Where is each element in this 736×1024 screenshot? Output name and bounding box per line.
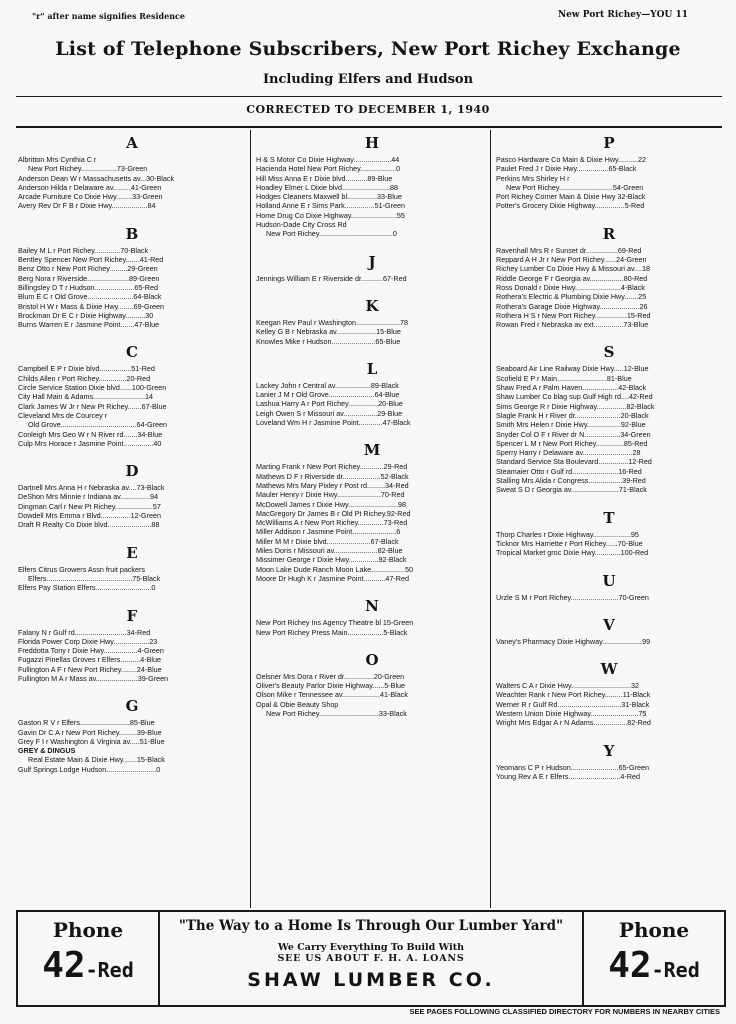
directory-column-3	[496, 132, 722, 908]
letter-section	[496, 572, 722, 602]
subscriber-entry: Opal & Obie Beauty Shop	[256, 699, 339, 709]
subscriber-entry: Bristol H W r Mass & Dixie Hwy........69-Green	[18, 301, 165, 311]
page-subtitle: Including Elfers and Hudson	[262, 72, 474, 87]
subscriber-entry: Falany N r Gulf rd..........................34-Red	[18, 627, 151, 637]
letter-section	[18, 225, 246, 330]
section-letter: W	[600, 660, 618, 679]
subscriber-entry: Jennings William E r Riverside dr...........67-Red	[256, 273, 407, 283]
subscriber-entry: Kelley G B r Nebraska av....................15-Blue	[256, 327, 401, 337]
section-letter: N	[365, 597, 379, 616]
subscriber-entry: Campbell E P r Dixie blvd................51-Red	[18, 364, 155, 374]
subscriber-entry: Snyder Col O F r River dr N..................34-Green	[496, 429, 651, 439]
subscriber-entry: Potter's Grocery Dixie Highway...............5-Red	[496, 201, 645, 211]
subscriber-entry: Missimer George r Dixie Hwy...............92-Black	[256, 555, 407, 565]
subscriber-entry: Lanier J M r Old Grove.......................64-Blue	[256, 390, 400, 400]
subscriber-entry: Bailey M L r Port Richey.............70-Black	[18, 245, 149, 255]
letter-section	[18, 607, 246, 684]
subscriber-entry: Miller Addison r Jasmine Point......................6	[256, 527, 401, 537]
subscriber-entry: Knowles Mike r Hudson......................65-Blue	[256, 336, 401, 346]
letter-section	[18, 343, 246, 448]
subscriber-entry: Riddle George F r Georgia av.................80-Red	[496, 273, 648, 283]
subscriber-entry: GREY & DINGUS	[18, 746, 76, 756]
subscriber-entry: Burns Warren E r Jasmine Point.......47-Blue	[18, 320, 160, 330]
subscriber-entry: Leigh Owen S r Missouri av.................29-Blue	[256, 408, 403, 418]
subscriber-entry: Albritton Mrs Cynthia C r	[18, 155, 97, 164]
page-header: New Port Richey—YOU 11	[557, 10, 688, 20]
subscriber-entry: Brockman Dr E C r Dixie Highway..........30	[18, 310, 154, 320]
subscriber-entry: Young Rev A E r Elfers..........................4-Red	[496, 771, 640, 781]
subscriber-entry: Spencer L M r New Port Richey..............85-Red	[496, 438, 648, 448]
subscriber-entry: Tropical Market groc Dixie Hwy.............100-Red	[496, 548, 649, 558]
subscriber-entry: Fullington M A r Mass av.....................39-Green	[18, 673, 169, 683]
subscriber-entry: Draft R Realty Co Dixie blvd......................88	[18, 520, 160, 530]
subscriber-entry: Smith Mrs Helen r Dixie Hwy.................92-Blue	[496, 420, 646, 430]
subscriber-entry: Scofield E P r Main.........................81-Blue	[496, 373, 632, 383]
ad-center	[160, 912, 582, 1005]
section-rule	[16, 126, 722, 128]
section-letter: L	[366, 359, 378, 378]
subscriber-entry: Reppard A H Jr r New Port Richey......24-Green	[496, 255, 647, 265]
subscriber-entry: MacGregory Dr James B r Old Pt Richey.92-Red	[256, 508, 411, 518]
subscriber-entry: Culp Mrs Horace r Jasmine Point...............40	[18, 438, 162, 448]
phone-label: Phone	[52, 918, 124, 942]
subscriber-entry: Dingman Carl r New Pt Richey...................57	[18, 501, 161, 511]
subscriber-entry: DeShon Mrs Minnie r Indiana av...............94	[18, 492, 159, 502]
section-letter: M	[363, 441, 381, 460]
subscriber-entry: Freddotta Tony r Dixie Hwy.................4-Green	[18, 646, 164, 656]
subscriber-entry: Pasco Hardware Co Main & Dixie Hwy..........22	[496, 155, 647, 164]
subscriber-entry: Stalling Mrs Alida r Congress.................39-Red	[496, 476, 646, 486]
subscriber-entry: New Port Richey..............................33-Black	[266, 708, 407, 718]
subscriber-entry: Keegan Rev Paul r Washington......................78	[256, 317, 408, 327]
subscriber-entry: Ticknor Mrs Harriette r Port Richey......70-Blue	[496, 538, 643, 548]
section-letter: K	[365, 296, 379, 315]
subscriber-entry: Port Richey Corner Main & Dixie Hwy 32-Black	[496, 192, 646, 202]
section-letter: B	[125, 224, 139, 243]
ad-line-2: SEE US ABOUT F. H. A. LOANS	[277, 953, 465, 964]
subscriber-entry: Hoadley Elmer L Dixie blvd........................88	[256, 182, 398, 192]
phone-label: Phone	[618, 918, 690, 942]
subscriber-entry: Real Estate Main & Dixie Hwy.......15-Black	[28, 755, 165, 765]
subscriber-entry: Avery Rev Dr F B r Dixie Hwy..................84	[18, 201, 156, 211]
subscriber-entry: Loveland Wm H r Jasmine Point............47-Black	[256, 418, 411, 428]
letter-section	[18, 462, 246, 529]
letter-section	[256, 297, 488, 346]
subscriber-entry: Oelsner Mrs Dora r River dr...............20-Green	[256, 671, 405, 681]
subscriber-entry: Mathews D F r Riverside dr...................52-Black	[256, 471, 409, 481]
subscriber-entry: Sims George R r Dixie Highway...............82-Black	[496, 401, 655, 411]
section-letter: C	[126, 343, 138, 362]
subscriber-entry: Fugazzi Pinellas Groves r Elfers..........4-Blue	[18, 655, 162, 665]
subscriber-entry: Western Union Dixie Highway........................75	[496, 708, 647, 718]
subscriber-entry: Hudson-Dade City Cross Rd	[256, 220, 347, 230]
subscriber-entry: Holland Anne E r Sims Park...............51-Green	[256, 201, 406, 211]
letter-section	[256, 360, 488, 427]
subscriber-entry: Moon Lake Dude Ranch Moon Lake.................50	[256, 564, 414, 574]
subscriber-entry: Olson Mike r Tennessee av...................41-Black	[256, 690, 408, 700]
phone-number: 42-Red	[608, 945, 700, 986]
section-letter: J	[368, 252, 376, 271]
subscriber-entry: Lashua Harry A r Port Richey...............20-Blue	[256, 399, 403, 409]
subscriber-entry: Werner R r Gulf Rd................................31-Black	[496, 699, 650, 709]
letter-section	[496, 509, 722, 558]
section-letter: T	[603, 508, 615, 527]
subscriber-entry: City Hall Main & Adams..........................14	[18, 392, 154, 402]
section-letter: A	[126, 134, 138, 152]
subscriber-entry: Mathews Mrs Mary Pixley r Post rd.........34-Red	[256, 480, 409, 490]
section-letter: E	[126, 543, 138, 562]
subscriber-entry: Wright Mrs Edgar A r N Adams.................82-Red	[496, 718, 651, 728]
subscriber-entry: Marting Frank r New Port Richey............29-Red	[256, 462, 408, 472]
subscriber-entry: Grey F I r Washington & Virginia av.....51-Blue	[18, 736, 165, 746]
section-letter: H	[364, 134, 380, 152]
subscriber-entry: Weachter Rank r New Port Richey.........11-Black	[496, 690, 651, 700]
section-letter: P	[603, 134, 615, 152]
subscriber-entry: Gaston R V r Elfers.........................85-Blue	[18, 718, 155, 728]
letter-section	[256, 441, 488, 583]
subscriber-entry: Hodges Cleaners Maxwell bl...............33-Blue	[256, 192, 402, 202]
subscriber-entry: Berg Nora r Riverside.....................89-Green	[18, 273, 160, 283]
subscriber-entry: Home Drug Co Dixie Highway.......................55	[256, 210, 405, 220]
subscriber-entry: Sweat S D r Georgia av........................71-Black	[496, 485, 647, 495]
subscriber-entry: Urzle S M r Port Richey........................70-Green	[496, 592, 649, 602]
subscriber-entry: Sperry Harry r Delaware av.........................28	[496, 448, 641, 458]
subscriber-entry: Elfers...........................................75-Black	[28, 573, 161, 583]
letter-section	[496, 225, 722, 330]
subscriber-entry: Perkins Mrs Shirley H r	[496, 173, 570, 183]
subscriber-entry: Mauler Henry r Dixie Hwy......................70-Red	[256, 490, 405, 500]
subscriber-entry: Benz Otto r New Port Richey.........29-Green	[18, 264, 158, 274]
directory-column-1	[18, 132, 246, 908]
subscriber-entry: Clark James W Jr r New Pt Richey.......67-Blue	[18, 401, 167, 411]
subscriber-entry: Elfers Pay Station Elfers............................0	[18, 583, 156, 593]
ad-company: SHAW LUMBER CO.	[247, 969, 495, 991]
page-title: List of Telephone Subscribers, New Port Richey Exchange	[55, 38, 681, 60]
subscriber-entry: Blum E C r Old Grove.......................64-Black	[18, 292, 162, 302]
subscriber-entry: Rowan Fred r Nebraska av ext...............73-Blue	[496, 320, 649, 330]
subscriber-entry: Ross Donald r Dixie Hwy.......................4-Black	[496, 282, 645, 292]
letter-section	[496, 134, 722, 211]
subscriber-entry: Miles Doris r Missouri av......................82-Blue	[256, 546, 403, 556]
subscriber-entry: Billingsley D T r Hudson....................65-Red	[18, 282, 158, 292]
section-letter: S	[603, 343, 615, 362]
ad-line-1: We Carry Everything To Build With	[277, 942, 465, 953]
letter-section	[256, 134, 488, 239]
letter-section	[18, 134, 246, 211]
subscriber-entry: Miller M M r Dixie blvd......................67-Black	[256, 536, 399, 546]
ad-phone-right	[582, 912, 724, 1005]
subscriber-entry: Rothera's Electric & Plumbing Dixie Hwy.......25	[496, 292, 647, 302]
letter-section	[18, 544, 246, 593]
subscriber-entry: McWilliams A r New Port Richey.............73-Red	[256, 518, 408, 528]
subscriber-entry: Rothera H S r New Port Richey................15-Red	[496, 310, 651, 320]
subscriber-entry: Bentley Spencer New Port Richey.......41-Red	[18, 255, 164, 265]
subscriber-entry: Fullington A F r New Port Richey........24-Blue	[18, 664, 162, 674]
subscriber-entry: New Port Richey Press Main..................5-Black	[256, 627, 408, 637]
subscriber-entry: Anderson Hilda r Delaware av.........41-Green	[18, 182, 162, 192]
subscriber-entry: Shaw Fred A r Palm Haven..................42-Black	[496, 383, 647, 393]
subscriber-entry: Lackey John r Central av..................89-Black	[256, 380, 399, 390]
subscriber-entry: Moore Dr Hugh K r Jasmine Point...........47-Red	[256, 573, 409, 583]
subscriber-entry: Richey Lumber Co Dixie Hwy & Missouri av....18	[496, 264, 651, 274]
lumber-ad	[16, 910, 726, 1007]
subscriber-entry: New Port Richey..................73-Green	[28, 164, 148, 174]
subscriber-entry: New Port Richey...........................54-Green	[506, 182, 644, 192]
subscriber-entry: H & S Motor Co Dixie Highway...................44	[256, 155, 400, 164]
letter-section	[496, 660, 722, 727]
subscriber-entry: Yeomans C P r Hudson........................65-Green	[496, 762, 650, 772]
ad-phone-left	[18, 912, 160, 1005]
letter-section	[256, 253, 488, 283]
letter-section	[496, 616, 722, 646]
subscriber-entry: Childs Allen r Port Richey..............20-Red	[18, 373, 151, 383]
letter-section	[256, 651, 488, 718]
column-divider-2	[490, 130, 491, 908]
subscriber-entry: Arcade Furniture Co Dixie Hwy........33-Green	[18, 192, 163, 202]
letter-section	[256, 597, 488, 637]
section-letter: F	[126, 606, 138, 625]
section-letter: O	[365, 650, 379, 669]
subscriber-entry: Ravenhall Mrs R r Sunset dr................69-Red	[496, 245, 642, 255]
subscriber-entry: Slagle Frank H r River dr.......................20-Black	[496, 410, 649, 420]
subscriber-entry: Gavin Dr C A r New Port Richey.........39-Blue	[18, 727, 162, 737]
footer-note: SEE PAGES FOLLOWING CLASSIFIED DIRECTORY FOR NUMBERS IN NEARBY CITIES	[409, 1007, 720, 1016]
subscriber-entry: McDowell James r Dixie Hwy.........................98	[256, 499, 407, 509]
section-letter: U	[602, 571, 616, 590]
subscriber-entry: New Port Richey.....................................0	[266, 229, 397, 239]
subscriber-entry: Conleigh Mrs Geo W r N River rd.......34-Blue	[18, 429, 163, 439]
subscriber-entry: Steamaier Otto r Gulf rd.......................16-Red	[496, 466, 642, 476]
subscriber-entry: Gulf Springs Lodge Hudson.........................0	[18, 764, 161, 774]
subscriber-entry: Thorp Charles r Dixie Highway...................95	[496, 529, 639, 539]
subscriber-entry: Hill Miss Anna E r Dixie blvd...........89-Blue	[256, 173, 393, 183]
ad-slogan: "The Way to a Home Is Through Our Lumber Yard"	[178, 918, 564, 934]
subscriber-entry: Dowdell Mrs Emma r Blvd...............12-Green	[18, 511, 161, 521]
letter-section	[496, 742, 722, 782]
column-divider-1	[250, 130, 251, 908]
phone-number: 42-Red	[42, 945, 134, 986]
letter-section	[18, 697, 246, 774]
subscriber-entry: Vaney's Pharmacy Dixie Highway....................99	[496, 636, 651, 646]
corrected-date: CORRECTED TO DECEMBER 1, 1940	[246, 103, 490, 116]
subscriber-entry: Anderson Dean W r Massachusetts av...30-Black	[18, 173, 175, 183]
subscriber-entry: New Port Richey Ins Agency Theatre bl 15-Green	[256, 618, 414, 628]
subscriber-entry: Standard Service Sta Boulevard...............12-Red	[496, 457, 652, 467]
top-rule	[16, 96, 722, 97]
subscriber-entry: Rothera's Garage Dixie Highway....................26	[496, 301, 648, 311]
subscriber-entry: Oliver's Beauty Parlor Dixie Highway......5-Blue	[256, 681, 406, 691]
section-letter: D	[125, 462, 139, 481]
residence-note: "r" after name signifies Residence	[32, 11, 186, 21]
section-letter: Y	[603, 741, 615, 760]
subscriber-entry: Seaboard Air Line Railway Dixie Hwy.....12-Blue	[496, 364, 649, 374]
section-letter: V	[603, 615, 615, 634]
subscriber-entry: Old Grove......................................64-Green	[28, 420, 168, 430]
section-letter: R	[602, 224, 616, 243]
subscriber-entry: Cleveland Mrs de Courcey r	[18, 410, 108, 420]
subscriber-entry: Florida Power Corp Dixie Hwy..................23	[18, 636, 158, 646]
subscriber-entry: Elfers Citrus Growers Assn fruit packers	[18, 564, 146, 574]
subscriber-entry: Circle Service Station Dixie blvd......100-Green	[18, 383, 167, 393]
subscriber-entry: Walters C A r Dixie Hwy..............................32	[496, 681, 639, 691]
subscriber-entry: Shaw Lumber Co blag sup Gulf High rd....42-Red	[496, 392, 653, 402]
letter-section	[496, 343, 722, 494]
subscriber-entry: Hacienda Hotel New Port Richey..................0	[256, 164, 401, 174]
section-letter: G	[125, 697, 139, 716]
directory-column-2	[256, 132, 488, 908]
subscriber-entry: Dartnell Mrs Anna H r Nebraska av....73-Black	[18, 483, 165, 493]
subscriber-entry: Paulet Fred J r Dixie Hwy................65-Black	[496, 164, 637, 174]
